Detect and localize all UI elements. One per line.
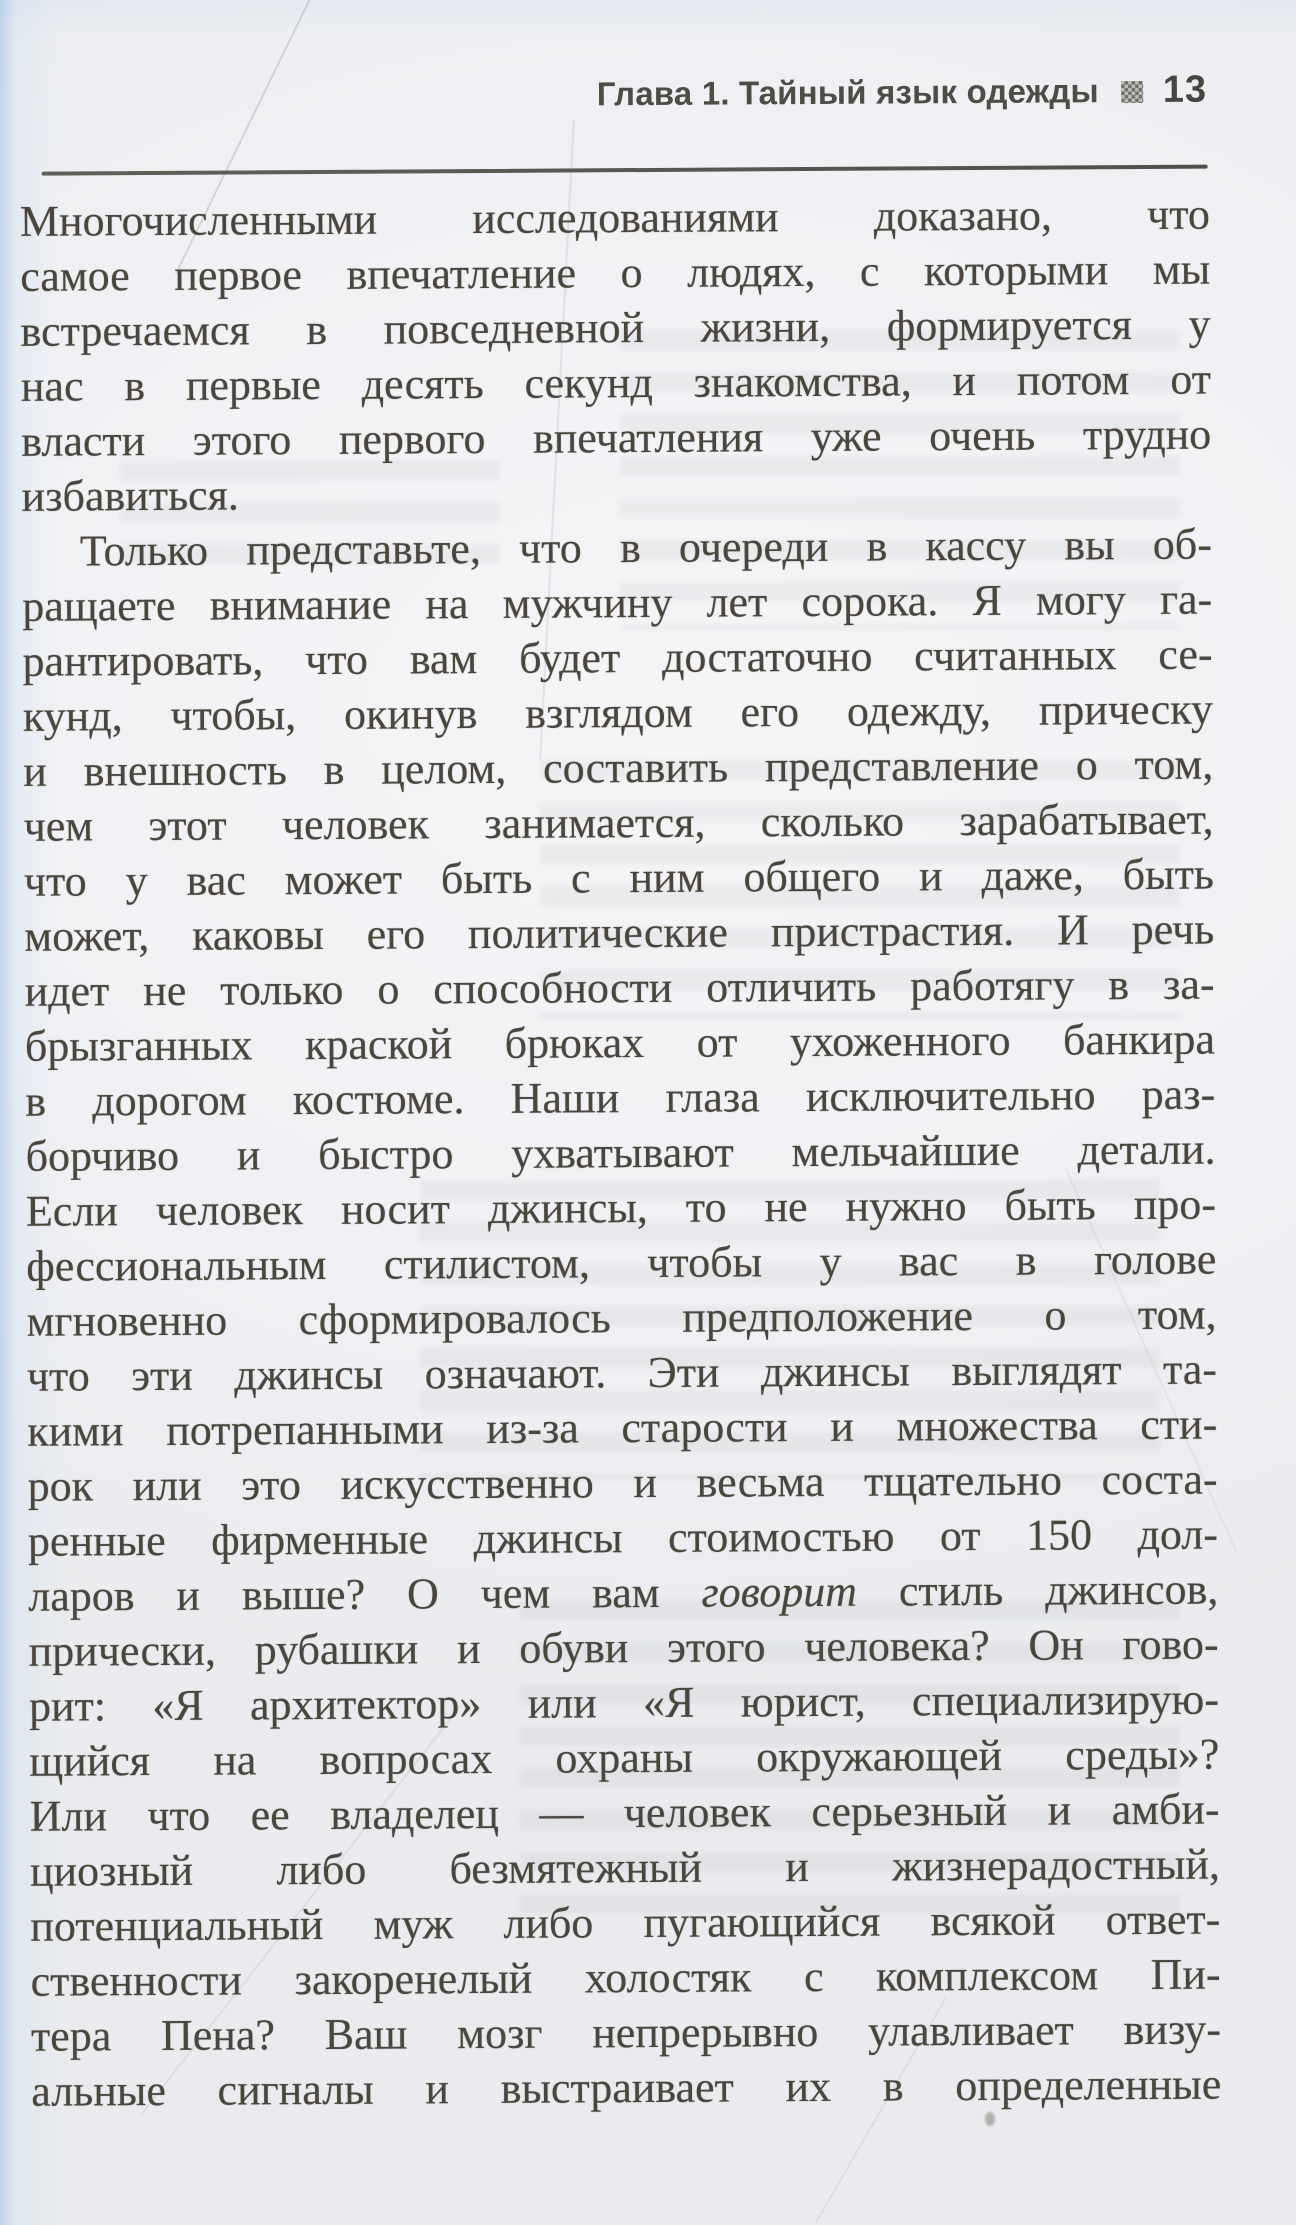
text-line: самое первое впечатление о людях, с которыми мы [20,244,1211,301]
text-line: прически, рубашки и обуви этого человека? Он гово- [28,1619,1219,1676]
text-line: и внешность в целом, составить представление о том, [23,739,1214,796]
text-line: ращаете внимание на мужчину лет сорока. Я могу га- [22,574,1213,631]
text-line: щийся на вопросах охраны окружающей среды»? [29,1729,1220,1786]
halftone-square-icon [1121,80,1143,102]
text-line: Если человек носит джинсы, то не нужно быть про- [25,1179,1217,1236]
text-line: что у вас может быть с ним общего и даже, быть [23,849,1215,906]
text-line: идет не только о способности отличить работягу в за- [24,959,1215,1016]
text-line: может, каковы его политические пристрастия. И речь [24,904,1215,961]
text-line: альные сигналы и выстраивает их в определенные [31,2059,1222,2116]
text-line: избавиться. [21,470,239,521]
text-line: встречаемся в повседневной жизни, формируется у [20,299,1211,356]
page-number: 13 [1162,68,1208,111]
running-header [597,69,1208,116]
text-line: что эти джинсы означают. Эти джинсы выглядят та- [26,1344,1218,1401]
text-line: рантировать, что вам будет достаточно считанных се- [22,629,1213,686]
text-line: кунд, чтобы, окинув взглядом его одежду, прическу [22,684,1214,741]
text-line: нас в первые десять секунд знакомства, и потом от [20,354,1212,411]
text-line: циозный либо безмятежный и жизнерадостный, [29,1839,1221,1896]
header-rule [42,165,1208,176]
text-line: рит: «Я архитектор» или «Я юрист, специализирую- [28,1674,1220,1731]
chapter-title: Глава 1. Тайный язык одежды [596,71,1099,112]
text-line: чем этот человек занимается, сколько зарабатывает, [23,794,1214,851]
text-line: Многочисленными исследованиями доказано, что [19,189,1211,246]
text-line: в дорогом костюме. Наши глаза исключительно раз- [25,1069,1216,1126]
text-line: борчиво и быстро ухватывают мельчайшие детали. [25,1124,1216,1181]
text-line: кими потрепанными из-за старости и множества сти- [27,1399,1218,1456]
text-line: власти этого первого впечатления уже очень трудно [21,409,1212,466]
text-line: ственности закоренелый холостяк с комплексом Пи- [30,1949,1221,2006]
body-text-block [20,187,1222,2119]
text-line: тера Пена? Ваш мозг непрерывно улавливает визу- [30,2004,1222,2061]
text-line: фессиональным стилистом, чтобы у вас в голове [26,1234,1217,1291]
text-line: брызганных краской брюках от ухоженного банкира [24,1014,1216,1071]
text-line: рок или это искусственно и весьма тщательно соста- [27,1454,1218,1511]
text-line: ларов и выше? О чем вам говорит стиль джинсов, [28,1564,1219,1621]
text-line: Только представьте, что в очереди в кассу вы об- [79,519,1213,576]
text-line: ренные фирменные джинсы стоимостью от 150 дол- [27,1509,1219,1566]
text-line: Или что ее владелец — человек серьезный и амби- [29,1784,1220,1841]
text-line: потенциальный муж либо пугающийся всякой ответ- [30,1894,1221,1951]
text-line: мгновенно сформировалось предположение о том, [26,1289,1217,1346]
